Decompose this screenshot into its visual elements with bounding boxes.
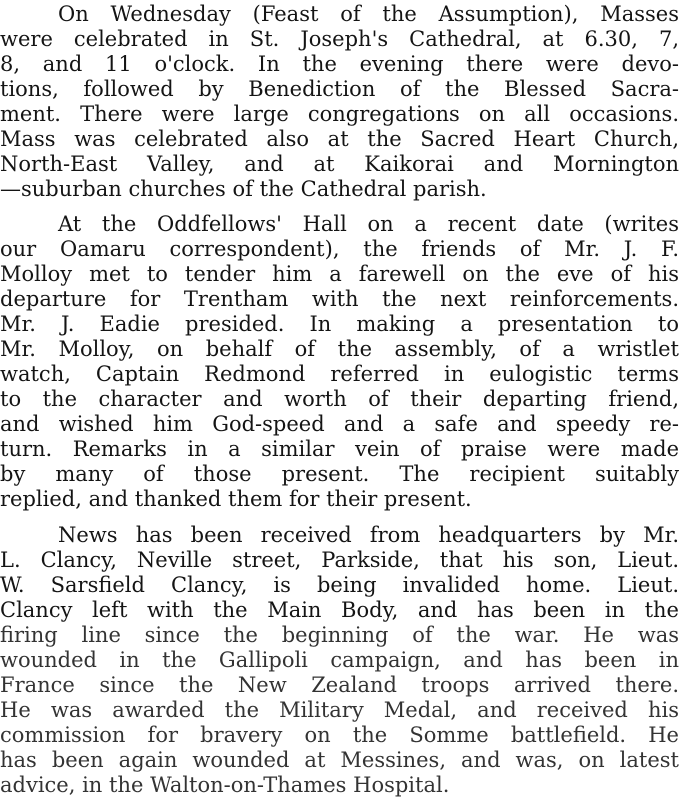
text-line: were celebrated in St. Joseph's Cathedral, at 6.30, 7, [0,27,679,51]
text-line: by many of those present. The recipient suitably [0,462,679,486]
text-line: departure for Trentham with the next reinforcements. [0,287,679,311]
text-line: Clancy left with the Main Body, and has been in the [0,598,679,622]
text-line: He was awarded the Military Medal, and received his [0,698,679,722]
text-line: Mr. Molloy, on behalf of the assembly, of a wristlet [0,337,679,361]
text-line: Molloy met to tender him a farewell on the eve of his [0,262,679,286]
text-line: and wished him God-speed and a safe and speedy re- [0,412,679,436]
text-line: our Oamaru correspondent), the friends of Mr. J. F. [0,237,679,261]
text-line: wounded in the Gallipoli campaign, and has been in [0,648,679,672]
text-line: L. Clancy, Neville street, Parkside, that his son, Lieut. [0,548,679,572]
text-line: has been again wounded at Messines, and was, on latest [0,748,679,772]
text-line: France since the New Zealand troops arrived there. [0,673,679,697]
text-line: North-East Valley, and at Kaikorai and Mornington [0,152,679,176]
text-line: watch, Captain Redmond referred in eulogistic terms [0,362,679,386]
text-line: replied, and thanked them for their present. [0,487,472,511]
text-line: to the character and worth of their departing friend, [0,387,679,411]
text-line: 8, and 11 o'clock. In the evening there were devo- [0,52,679,76]
text-line: firing line since the beginning of the war. He was [0,623,679,647]
text-line: Mass was celebrated also at the Sacred Heart Church, [0,127,679,151]
text-line: commission for bravery on the Somme battlefield. He [0,723,679,747]
text-line: turn. Remarks in a similar vein of praise were made [0,437,679,461]
text-line: W. Sarsfield Clancy, is being invalided home. Lieut. [0,573,679,597]
text-line: On Wednesday (Feast of the Assumption), Masses [58,2,679,26]
text-line: News has been received from headquarters by Mr. [58,523,679,547]
text-line: tions, followed by Benediction of the Blessed Sacra- [0,77,679,101]
text-line: advice, in the Walton-on-Thames Hospital. [0,773,450,797]
text-line: ment. There were large congregations on all occasions. [0,102,679,126]
text-line: —suburban churches of the Cathedral parish. [0,177,487,201]
text-line: Mr. J. Eadie presided. In making a presentation to [0,312,679,336]
text-line: At the Oddfellows' Hall on a recent date (writes [58,212,679,236]
